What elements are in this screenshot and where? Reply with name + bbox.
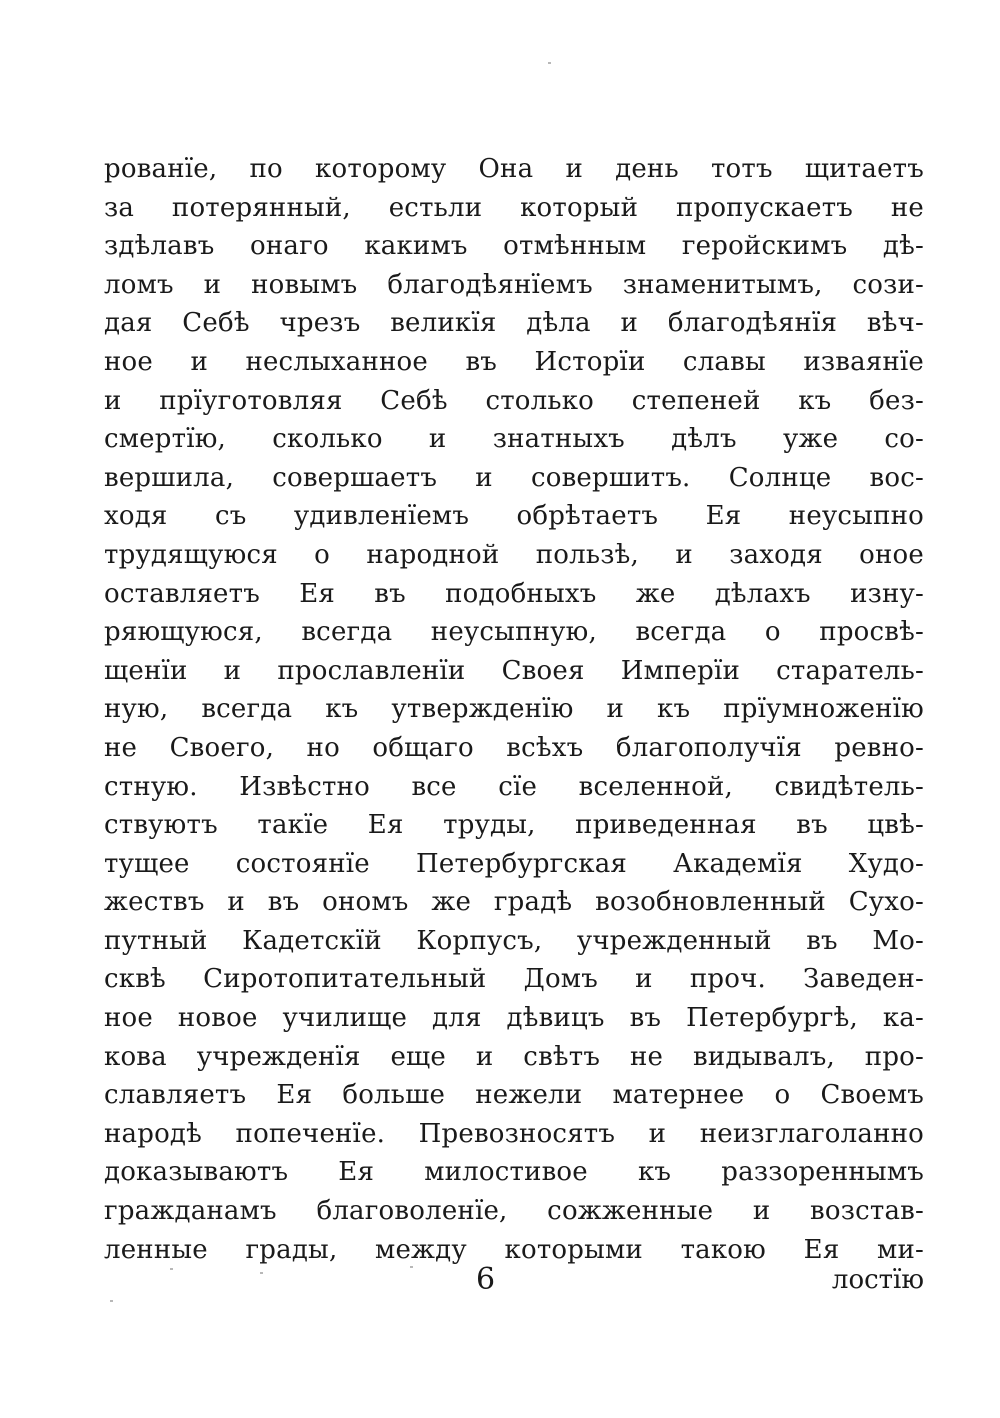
text-line: ное и неслыханное въ Исторїи славы изваянїе	[104, 346, 924, 377]
text-line: кова учрежденїя еще и свѣтъ не видывалъ, про-	[104, 1041, 924, 1072]
text-line: ствуютъ такїе Ея труды, приведенная въ цвѣ-	[104, 810, 924, 841]
text-line: ходя съ удивленїемъ обрѣтаетъ Ея неусыпно	[104, 501, 924, 532]
page-number: 6	[476, 1262, 496, 1297]
body-text	[104, 150, 924, 1269]
text-line: и прїуготовляя Себѣ столько степеней къ без-	[104, 385, 924, 416]
text-line: щенїи и прославленїи Своея Имперїи старатель-	[104, 655, 924, 686]
text-line: путный Кадетскїй Корпусъ, учрежденный въ Мо-	[104, 925, 924, 956]
text-line: жествъ и въ ономъ же градѣ возобновленный Сухо-	[104, 887, 924, 918]
text-line: дая Себѣ чрезъ великїя дѣла и благодѣянїя вѣч-	[104, 308, 924, 339]
text-line: ленные грады, между которыми такою Ея ми-	[104, 1234, 924, 1265]
text-line: народѣ попеченїе. Превозносятъ и неизглаголанно	[104, 1118, 924, 1149]
text-line: за потерянный, естьли который пропускаетъ не	[104, 192, 924, 223]
text-line: тущее состоянїе Петербургская Академїя Худо-	[104, 848, 924, 879]
text-line: не Своего, но общаго всѣхъ благополучїя ревно-	[104, 732, 924, 763]
text-line: рованїе, по которому Она и день тотъ щитаетъ	[104, 154, 924, 184]
scan-speck	[170, 1268, 173, 1270]
text-line: смертїю, сколько и знатныхъ дѣлъ уже со-	[104, 424, 924, 455]
text-line: ряющуюся, всегда неусыпную, всегда о просвѣ-	[104, 617, 924, 648]
text-line: оставляетъ Ея въ подобныхъ же дѣлахъ изну-	[104, 578, 924, 609]
text-line: сквѣ Сиротопитательный Домъ и проч. Заведен-	[104, 964, 924, 995]
text-line: доказываютъ Ея милостивое къ раззореннымъ	[104, 1157, 924, 1188]
catchword: лостїю	[831, 1265, 924, 1295]
text-line: стную. Извѣстно все сїе вселенной, свидѣтель-	[104, 771, 924, 802]
scan-speck	[410, 1266, 413, 1268]
scan-speck	[548, 62, 551, 64]
text-line: здѣлавъ онаго какимъ отмѣнным геройскимъ дѣ-	[104, 231, 924, 262]
text-line: гражданамъ благоволенїе, сожженные и возстав-	[104, 1196, 924, 1227]
text-line: ную, всегда къ утвержденїю и къ прїумноженїю	[104, 694, 924, 725]
text-line: ломъ и новымъ благодѣянїемъ знаменитымъ, сози-	[104, 269, 924, 300]
scan-speck	[260, 1272, 263, 1274]
page-footer	[104, 1258, 924, 1302]
text-line: вершила, совершаетъ и совершитъ. Солнце вос-	[104, 462, 924, 493]
text-line: трудящуюся о народной пользѣ, и заходя оное	[104, 539, 924, 570]
text-line: ное новое училище для дѣвицъ въ Петербургѣ, ка-	[104, 1003, 924, 1034]
scan-speck	[110, 1300, 113, 1302]
text-line: славляетъ Ея больше нежели матернее о Своемъ	[104, 1080, 924, 1111]
